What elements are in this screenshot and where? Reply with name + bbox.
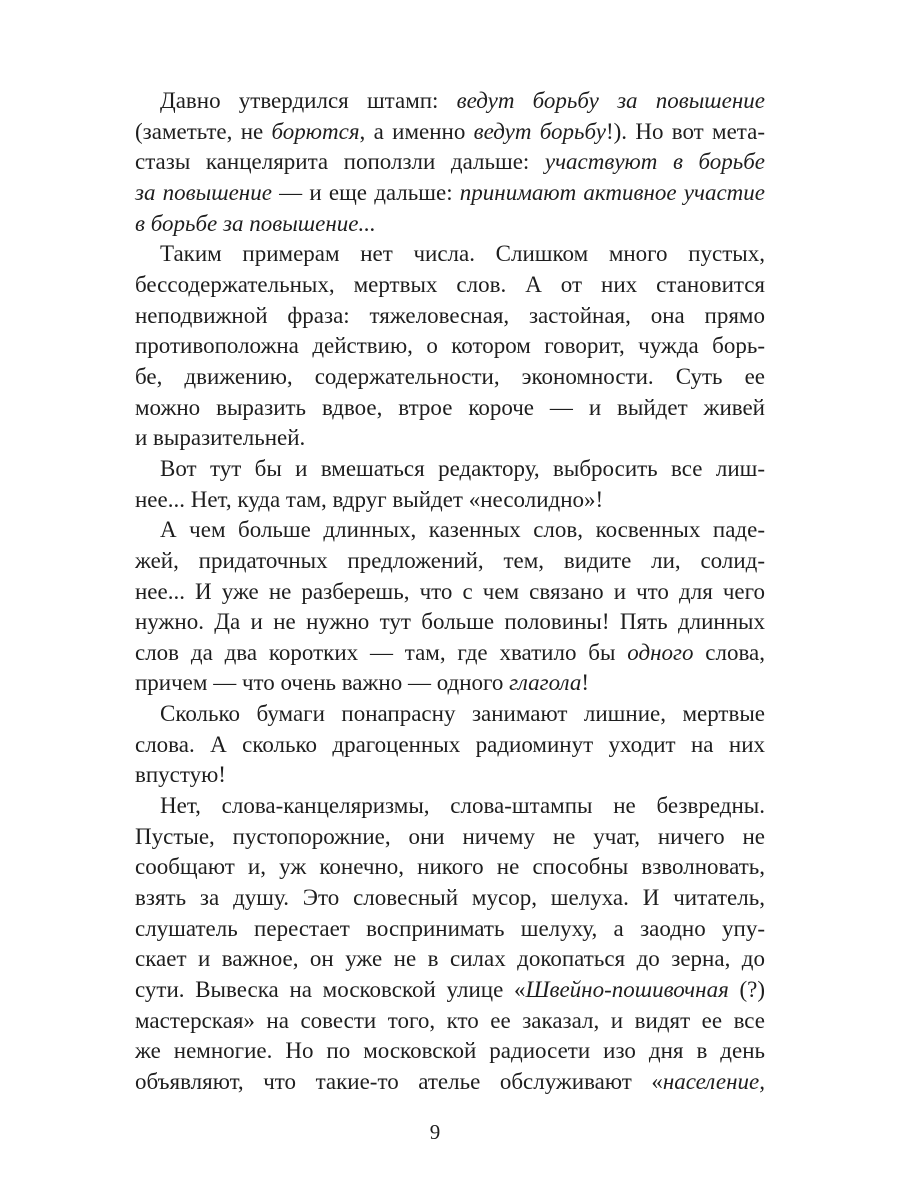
text-segment: противоположна действию, о котором говорит, чужда борь- (135, 333, 765, 359)
italic-text: борются (271, 118, 360, 144)
text-segment: нужно. Да и не нужно тут больше половины! Пять длинных (135, 609, 765, 635)
text-segment: Сколько бумаги понапрасну занимают лишние, мертвые (160, 701, 765, 727)
text-line (135, 362, 765, 393)
text-line (135, 883, 765, 914)
text-segment: мастерская» на совести того, кто ее заказал, и видят ее все (135, 1007, 765, 1033)
italic-text: Швейно-пошивочная (525, 977, 729, 1003)
text-line (135, 914, 765, 945)
text-line (135, 852, 765, 883)
text-segment: нее... Нет, куда там, вдруг выйдет «несолидно»! (135, 486, 604, 512)
text-segment: слова, (693, 639, 766, 665)
page-body-text (135, 86, 765, 1098)
italic-text: глагола (509, 670, 582, 696)
text-segment: Давно утвердился штамп: (160, 88, 457, 113)
text-segment: !). Но вот мета- (605, 118, 765, 144)
text-segment: неподвижной фраза: тяжеловесная, застойная, она прямо (135, 302, 765, 328)
text-line (135, 1067, 765, 1098)
text-segment: Таким примерам нет числа. Слишком много пустых, (160, 241, 765, 267)
text-segment: , а именно (359, 118, 474, 144)
text-segment: (заметьте, не (135, 118, 272, 144)
text-segment: нее... И уже не разберешь, что с чем связано и что для чего (135, 578, 765, 604)
text-segment: А чем больше длинных, казенных слов, косвенных паде- (160, 517, 765, 543)
text-line (135, 485, 765, 516)
text-segment: объявляют, что такие-то ателье обслуживают « (135, 1069, 663, 1094)
text-segment: жей, придаточных предложений, тем, видите ли, солид- (135, 547, 765, 573)
text-line (135, 975, 765, 1006)
text-segment: слушатель перестает воспринимать шелуху, а заодно упу- (135, 915, 765, 941)
text-line (135, 86, 765, 117)
text-line (135, 178, 765, 209)
text-segment: сообщают и, уж конечно, никого не способны взволновать, (135, 854, 765, 880)
text-line (135, 393, 765, 424)
text-segment: сути. Вывеска на московской улице « (135, 977, 526, 1003)
italic-text: за повышение (135, 179, 272, 205)
text-segment: бессодержательных, мертвых слов. А от них становится (135, 271, 765, 297)
italic-text: принимают активное участие (459, 179, 765, 205)
text-line (135, 760, 765, 791)
text-segment: Нет, слова-канцеляризмы, слова-штампы не безвредны. (160, 793, 765, 819)
text-line (135, 270, 765, 301)
italic-text: ведут борьбу за повышение (456, 88, 766, 113)
text-line (135, 239, 765, 270)
page-number: 9 (429, 1120, 441, 1144)
text-segment: стазы канцелярита поползли дальше: (135, 149, 545, 175)
text-line (135, 699, 765, 730)
text-segment: взять за душу. Это словесный мусор, шелуха. И читатель, (135, 885, 765, 911)
text-segment: можно выразить вдвое, втрое короче — и выйдет живей (135, 394, 765, 420)
italic-text: ведут борьбу (473, 118, 606, 144)
text-segment: бе, движению, содержательности, экономности. Суть ее (135, 363, 765, 389)
text-line (135, 607, 765, 638)
text-segment: скает и важное, он уже не в силах докопаться до зерна, до (135, 946, 765, 972)
text-line (135, 209, 765, 240)
text-line (135, 546, 765, 577)
text-line (135, 1006, 765, 1037)
text-segment: впустую! (135, 762, 226, 788)
text-segment: (?) (728, 977, 765, 1003)
italic-text: в борьбе за повышение... (135, 210, 376, 236)
text-line (135, 423, 765, 454)
text-segment: — и еще дальше: (271, 179, 460, 205)
text-line (135, 822, 765, 853)
italic-text: население, (662, 1069, 765, 1094)
text-segment: причем — что очень важно — одного (135, 670, 510, 696)
text-line (135, 515, 765, 546)
text-line (135, 638, 765, 669)
text-line (135, 117, 765, 148)
text-segment: слов да два коротких — там, где хватило бы (135, 639, 628, 665)
text-line (135, 454, 765, 485)
text-segment: же немногие. Но по московской радиосети изо дня в день (135, 1038, 765, 1064)
text-line (135, 791, 765, 822)
text-segment: ! (581, 670, 590, 696)
text-line (135, 301, 765, 332)
text-line (135, 944, 765, 975)
text-line (135, 331, 765, 362)
italic-text: участвуют в борьбе (544, 149, 765, 175)
text-segment: Вот тут бы и вмешаться редактору, выбросить все лиш- (160, 455, 765, 481)
text-segment: слова. А сколько драгоценных радиоминут уходит на них (135, 731, 765, 757)
text-line (135, 1036, 765, 1067)
text-line (135, 730, 765, 761)
text-line (135, 577, 765, 608)
text-line (135, 668, 765, 699)
italic-text: одного (627, 639, 694, 665)
text-segment: и выразительней. (135, 425, 306, 451)
text-segment: Пустые, пустопорожние, они ничему не учат, ничего не (135, 823, 765, 849)
text-line (135, 147, 765, 178)
